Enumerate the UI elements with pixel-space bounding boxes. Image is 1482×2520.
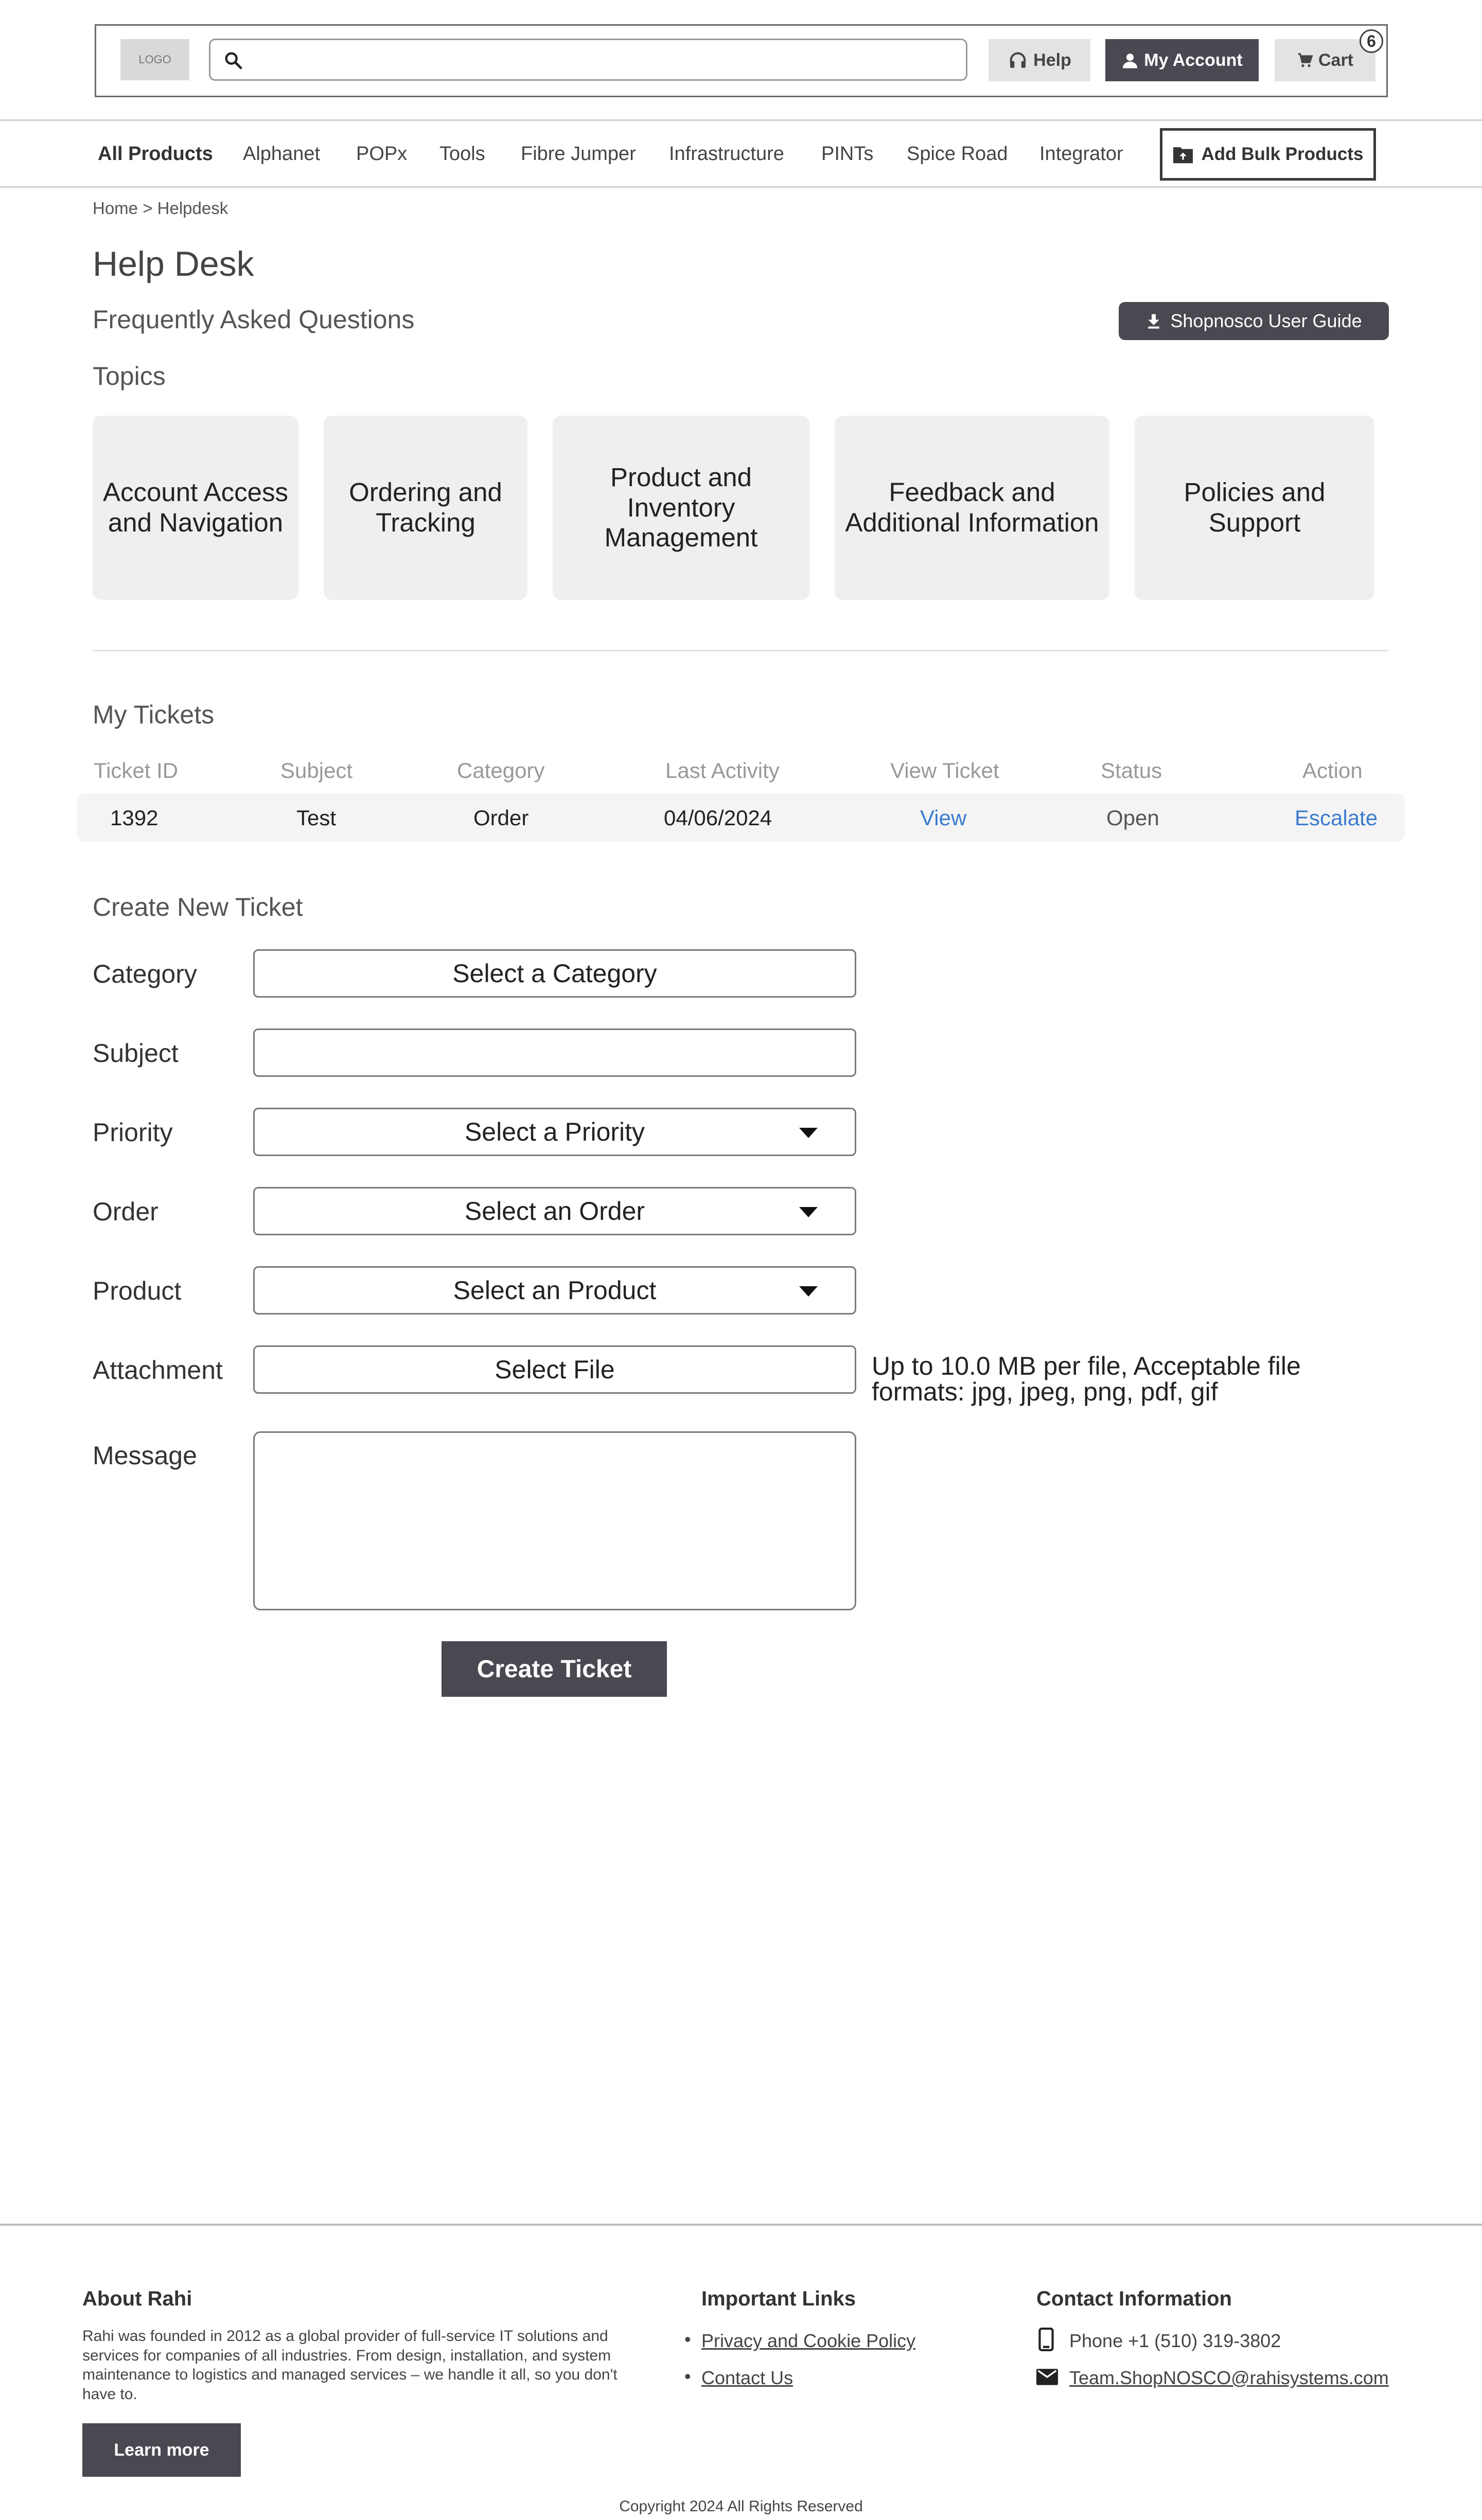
section-divider — [93, 650, 1388, 651]
nav-pints[interactable]: PINTs — [821, 143, 874, 165]
product-label: Product — [93, 1276, 182, 1305]
privacy-policy-link[interactable]: Privacy and Cookie Policy — [701, 2330, 916, 2351]
cart-label: Cart — [1318, 50, 1354, 70]
message-textarea[interactable] — [253, 1431, 856, 1610]
about-heading: About Rahi — [82, 2287, 192, 2310]
my-account-button[interactable] — [1105, 39, 1259, 81]
nav-fibre-jumper[interactable]: Fibre Jumper — [521, 143, 636, 165]
product-select[interactable] — [253, 1266, 856, 1315]
column-header-status: Status — [1101, 758, 1162, 783]
copyright: Copyright 2024 All Rights Reserved — [619, 2498, 863, 2515]
topic-card-feedback[interactable]: Feedback and Additional Information — [835, 416, 1109, 600]
email-link[interactable]: Team.ShopNOSCO@rahisystems.com — [1069, 2367, 1389, 2388]
download-icon — [1145, 312, 1162, 330]
attachment-label: Attachment — [93, 1356, 223, 1385]
order-select[interactable] — [253, 1187, 856, 1235]
chevron-down-icon — [799, 1286, 818, 1297]
email-icon — [1036, 2369, 1058, 2385]
view-ticket-link[interactable]: View — [920, 806, 967, 830]
cart-count-badge: 6 — [1360, 29, 1383, 53]
search-input[interactable] — [209, 39, 967, 81]
category-select[interactable] — [253, 949, 856, 998]
nav-tools[interactable]: Tools — [439, 143, 485, 165]
page-title: Help Desk — [93, 244, 254, 283]
priority-select-value: Select a Priority — [464, 1117, 645, 1146]
breadcrumb[interactable]: Home > Helpdesk — [93, 199, 228, 218]
create-ticket-heading: Create New Ticket — [93, 893, 303, 921]
my-tickets-heading: My Tickets — [93, 700, 215, 729]
subject-input[interactable] — [253, 1028, 856, 1077]
folder-upload-icon — [1172, 145, 1194, 164]
ticket-category-cell: Order — [473, 806, 529, 830]
column-header-view-ticket: View Ticket — [890, 758, 999, 783]
header-divider — [0, 119, 1482, 121]
topic-card-ordering-tracking[interactable]: Ordering and Tracking — [324, 416, 527, 600]
category-label: Category — [93, 960, 197, 988]
nav-integrator[interactable]: Integrator — [1039, 143, 1123, 165]
contact-us-link[interactable]: Contact Us — [701, 2367, 793, 2388]
footer-divider — [0, 2224, 1482, 2226]
nav-alphanet[interactable]: Alphanet — [243, 143, 321, 165]
attachment-note: Up to 10.0 MB per file, Acceptable file formats: jpg, jpeg, png, pdf, gif — [872, 1352, 1301, 1406]
list-bullet: • — [684, 2366, 691, 2387]
contact-info-heading: Contact Information — [1036, 2287, 1232, 2310]
select-file-label: Select File — [495, 1355, 615, 1384]
ticket-subject-cell: Test — [296, 806, 337, 830]
important-links-heading: Important Links — [701, 2287, 856, 2310]
user-guide-label: Shopnosco User Guide — [1170, 310, 1362, 331]
create-ticket-button[interactable]: Create Ticket — [442, 1641, 667, 1697]
order-label: Order — [93, 1197, 158, 1226]
learn-more-button[interactable]: Learn more — [82, 2423, 241, 2477]
nav-divider — [0, 186, 1482, 188]
add-bulk-products-label: Add Bulk Products — [1201, 144, 1364, 164]
product-select-value: Select an Product — [453, 1276, 657, 1305]
topic-card-product-inventory[interactable]: Product and Inventory Management — [553, 416, 809, 600]
ticket-status-cell: Open — [1106, 806, 1159, 830]
logo[interactable]: LOGO — [120, 39, 189, 80]
help-label: Help — [1033, 50, 1071, 70]
nav-popx[interactable]: POPx — [356, 143, 408, 165]
message-label: Message — [93, 1441, 197, 1470]
subject-label: Subject — [93, 1039, 179, 1068]
nav-all-products[interactable]: All Products — [98, 143, 213, 165]
priority-select[interactable] — [253, 1108, 856, 1156]
ticket-id-cell: 1392 — [110, 806, 158, 830]
user-guide-download-button[interactable] — [1119, 302, 1389, 340]
priority-label: Priority — [93, 1118, 173, 1147]
user-icon — [1121, 51, 1139, 69]
category-select-value: Select a Category — [452, 959, 657, 988]
topic-card-account-access[interactable]: Account Access and Navigation — [93, 416, 298, 600]
search-icon — [223, 50, 243, 70]
chevron-down-icon — [799, 1207, 818, 1217]
escalate-link[interactable]: Escalate — [1295, 806, 1378, 830]
phone-icon — [1038, 2328, 1054, 2351]
column-header-action: Action — [1302, 758, 1363, 783]
about-text: Rahi was founded in 2012 as a global provider of full-service IT solutions and services for companies of all industries. From design, installation, and system maintenance to logistics and managed services – we handle it all, so you don't have to. — [82, 2328, 617, 2403]
my-account-label: My Account — [1144, 50, 1243, 70]
column-header-subject: Subject — [280, 758, 353, 783]
ticket-last-activity-cell: 04/06/2024 — [664, 806, 772, 830]
order-select-value: Select an Order — [464, 1197, 645, 1226]
column-header-category: Category — [457, 758, 545, 783]
faq-heading: Frequently Asked Questions — [93, 305, 415, 334]
column-header-last-activity: Last Activity — [665, 758, 780, 783]
phone-number: Phone +1 (510) 319-3802 — [1069, 2330, 1281, 2351]
headset-icon — [1008, 50, 1028, 70]
add-bulk-products-button[interactable] — [1160, 128, 1376, 181]
topics-heading: Topics — [93, 362, 166, 391]
topic-card-policies-support[interactable]: Policies and Support — [1135, 416, 1374, 600]
column-header-ticket-id: Ticket ID — [94, 758, 179, 783]
help-button[interactable] — [989, 39, 1090, 81]
nav-infrastructure[interactable]: Infrastructure — [669, 143, 784, 165]
list-bullet: • — [684, 2329, 691, 2350]
nav-spice-road[interactable]: Spice Road — [907, 143, 1008, 165]
chevron-down-icon — [799, 1128, 818, 1138]
select-file-button[interactable] — [253, 1345, 856, 1394]
cart-icon — [1297, 52, 1313, 68]
